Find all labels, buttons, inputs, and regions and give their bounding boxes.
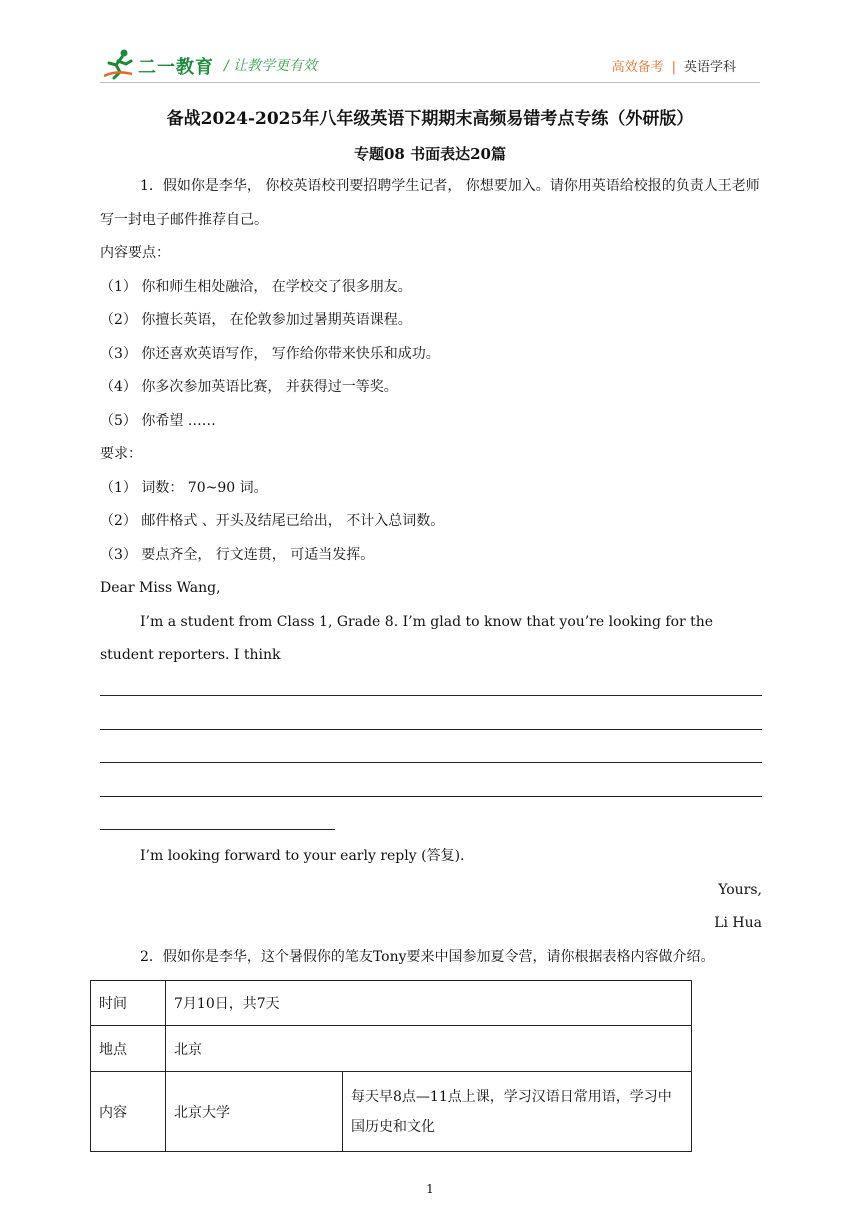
time-value: 7月10日，共7天 — [166, 981, 692, 1026]
header-divider — [100, 82, 760, 83]
answer-line — [100, 673, 762, 707]
point-item: （2） 你擅长英语， 在伦敦参加过暑期英语课程。 — [100, 312, 412, 328]
content-place: 北京大学 — [166, 1072, 343, 1152]
points-label: 内容要点： — [100, 245, 170, 261]
requirements-label: 要求： — [100, 446, 142, 462]
email-signature: Li Hua — [714, 915, 762, 931]
camp-info-table — [90, 980, 692, 1152]
requirement-item: （1） 词数： 70~90 词。 — [100, 479, 268, 496]
page-number: 1 — [426, 1182, 434, 1196]
tag-right: 英语学科 — [683, 60, 736, 75]
document-subtitle: 专题08 书面表达20篇 — [354, 145, 506, 163]
content-detail: 每天早8点—11点上课，学习汉语日常用语，学习中国历史和文化 — [343, 1072, 692, 1152]
q2-prompt: 2．假如你是李华，这个暑假你的笔友Tony要来中国参加夏令营，请你根据表格内容做介绍。 — [140, 948, 715, 965]
answer-line — [100, 740, 762, 774]
q1-prompt: 1．假如你是李华， 你校英语校刊要招聘学生记者， 你想要加入。请你用英语给校报的负责人王老师写一封电子邮件推荐自己。 — [100, 178, 760, 228]
document-title: 备战2024-2025年八年级英语下期期末高频易错考点专练（外研版） — [166, 109, 694, 129]
slogan: / 让教学更有效 — [224, 58, 318, 74]
question-1 — [100, 170, 762, 974]
table-row — [91, 1026, 692, 1072]
requirement-item: （2） 邮件格式 、开头及结尾已给出， 不计入总词数。 — [100, 513, 445, 529]
point-item: （4） 你多次参加英语比赛， 并获得过一等奖。 — [100, 379, 398, 395]
table-row — [91, 1072, 692, 1152]
page-header — [0, 0, 860, 100]
logo-text: 二一教育 — [138, 57, 214, 78]
answer-line — [100, 773, 762, 807]
answer-line — [100, 807, 762, 841]
email-closing: I’m looking forward to your early reply (答复). — [140, 848, 465, 864]
point-item: （1） 你和师生相处融洽， 在学校交了很多朋友。 — [100, 278, 412, 295]
point-item: （3） 你还喜欢英语写作， 写作给你带来快乐和成功。 — [100, 345, 440, 362]
table-row — [91, 981, 692, 1026]
runner-logo-icon — [104, 48, 134, 80]
content-label: 内容 — [91, 1072, 166, 1152]
place-label: 地点 — [91, 1026, 166, 1072]
tag-left: 高效备考 — [611, 60, 664, 75]
answer-line — [100, 706, 762, 740]
place-value: 北京 — [166, 1026, 692, 1072]
point-item: （5） 你希望 …… — [100, 412, 216, 429]
requirement-item: （3） 要点齐全， 行文连贯， 可适当发挥。 — [100, 546, 375, 563]
email-greeting: Dear Miss Wang, — [100, 580, 221, 596]
time-label: 时间 — [91, 981, 166, 1026]
subject-tag — [612, 56, 736, 75]
logo — [104, 48, 224, 80]
email-opening: I’m a student from Class 1, Grade 8. I’m glad to know that you’re looking for the student reporters. I think — [100, 613, 714, 663]
tag-separator: | — [671, 60, 676, 75]
email-signoff: Yours, — [718, 881, 762, 898]
